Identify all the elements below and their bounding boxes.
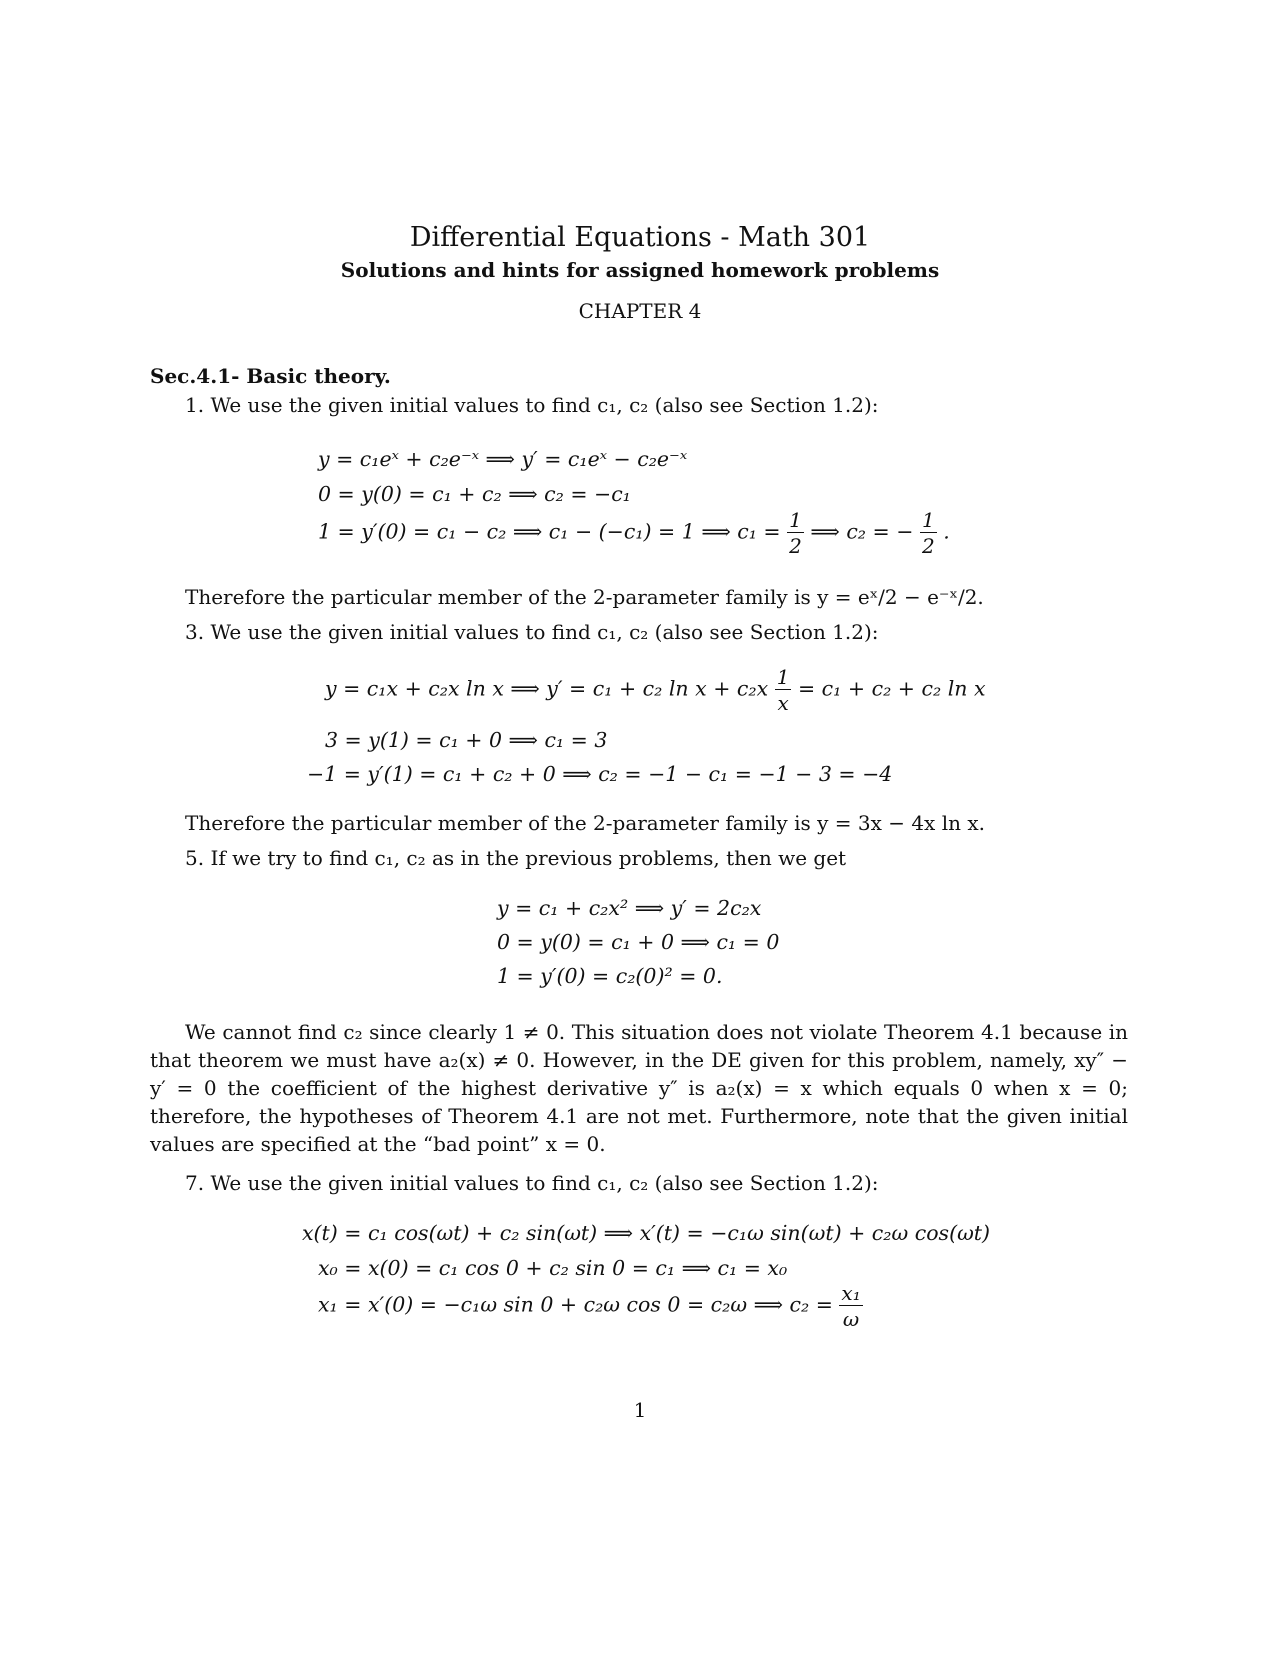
problem-1-conclusion: Therefore the particular member of the 2-parameter family is y = eˣ/2 − e⁻ˣ/2. <box>185 585 984 609</box>
problem-3-conclusion: Therefore the particular member of the 2-parameter family is y = 3x − 4x ln x. <box>185 811 985 835</box>
problem-5-discussion: We cannot find c₂ since clearly 1 ≠ 0. This situation does not violate Theorem 4.1 because in that theorem we must have a₂(x) ≠ 0. However, in the DE given for this problem, namely, xy″ − y′ = 0 the coefficient of the highest derivative y″ is a₂(x) = x which equals 0 when x = 0; therefore, the hypotheses of Theorem 4.1 are not met. Furthermore, note that the given initial values are specified at the “bad point” x = 0. <box>150 1020 1128 1156</box>
problem-5-equation-2: 0 = y(0) = c₁ + 0 ⟹ c₁ = 0 <box>497 930 780 954</box>
fraction-numerator: 1 <box>789 508 802 532</box>
document-title: Differential Equations - Math 301 <box>409 222 871 253</box>
page-number: 1 <box>633 1398 647 1422</box>
fraction-numerator: 1 <box>776 665 790 689</box>
problem-5-equation-3: 1 = y′(0) = c₂(0)² = 0. <box>497 964 723 988</box>
problem-1-equation-2: 0 = y(0) = c₁ + c₂ ⟹ c₂ = −c₁ <box>318 482 631 506</box>
problem-1-intro: 1. We use the given initial values to find c₁, c₂ (also see Section 1.2): <box>185 393 879 417</box>
fraction-denominator: 2 <box>789 534 802 558</box>
one-half-fraction <box>920 510 937 556</box>
problem-7-equation-3 <box>318 1283 863 1329</box>
problem-3-equation-1-left: y = c₁x + c₂x ln x ⟹ y′ = c₁ + c₂ ln x + c₂x <box>325 676 769 701</box>
problem-7-equation-1: x(t) = c₁ cos(ωt) + c₂ sin(ωt) ⟹ x′(t) = −c₁ω sin(ωt) + c₂ω cos(ωt) <box>302 1221 991 1245</box>
problem-1-equation-3-end: . <box>943 519 950 544</box>
problem-7-equation-2: x₀ = x(0) = c₁ cos 0 + c₂ sin 0 = c₁ ⟹ c₁ = x₀ <box>318 1256 788 1280</box>
problem-7-equation-3-left: x₁ = x′(0) = −c₁ω sin 0 + c₂ω cos 0 = c₂ω ⟹ c₂ = <box>318 1292 833 1317</box>
problem-1-equation-3 <box>318 510 950 556</box>
fraction-denominator: 2 <box>921 534 935 558</box>
document-subtitle: Solutions and hints for assigned homework problems <box>340 258 940 282</box>
problem-7-intro: 7. We use the given initial values to find c₁, c₂ (also see Section 1.2): <box>185 1171 879 1195</box>
chapter-label: CHAPTER 4 <box>578 299 702 323</box>
fraction-denominator: ω <box>842 1307 860 1331</box>
problem-3-equation-2: 3 = y(1) = c₁ + 0 ⟹ c₁ = 3 <box>325 728 608 752</box>
problem-3-equation-1 <box>325 667 986 713</box>
one-over-x-fraction <box>775 667 792 713</box>
problem-3-equation-1-right: = c₁ + c₂ + c₂ ln x <box>797 676 986 701</box>
x1-over-omega-fraction <box>839 1283 862 1329</box>
problem-1-equation-3-mid: ⟹ c₂ = − <box>810 519 914 544</box>
one-half-fraction <box>787 510 804 556</box>
problem-5-intro: 5. If we try to find c₁, c₂ as in the previous problems, then we get <box>185 846 847 870</box>
fraction-numerator: x₁ <box>841 1281 861 1305</box>
fraction-denominator: x <box>777 691 789 715</box>
problem-1-equation-3-left: 1 = y′(0) = c₁ − c₂ ⟹ c₁ − (−c₁) = 1 ⟹ c₁ = <box>318 519 781 544</box>
problem-3-intro: 3. We use the given initial values to find c₁, c₂ (also see Section 1.2): <box>185 620 879 644</box>
section-heading: Sec.4.1- Basic theory. <box>150 364 391 388</box>
problem-3-equation-3: −1 = y′(1) = c₁ + c₂ + 0 ⟹ c₂ = −1 − c₁ = −1 − 3 = −4 <box>307 762 893 786</box>
problem-1-equation-1: y = c₁eˣ + c₂e⁻ˣ ⟹ y′ = c₁eˣ − c₂e⁻ˣ <box>318 447 688 471</box>
fraction-numerator: 1 <box>921 508 935 532</box>
problem-5-equation-1: y = c₁ + c₂x² ⟹ y′ = 2c₂x <box>497 896 762 920</box>
